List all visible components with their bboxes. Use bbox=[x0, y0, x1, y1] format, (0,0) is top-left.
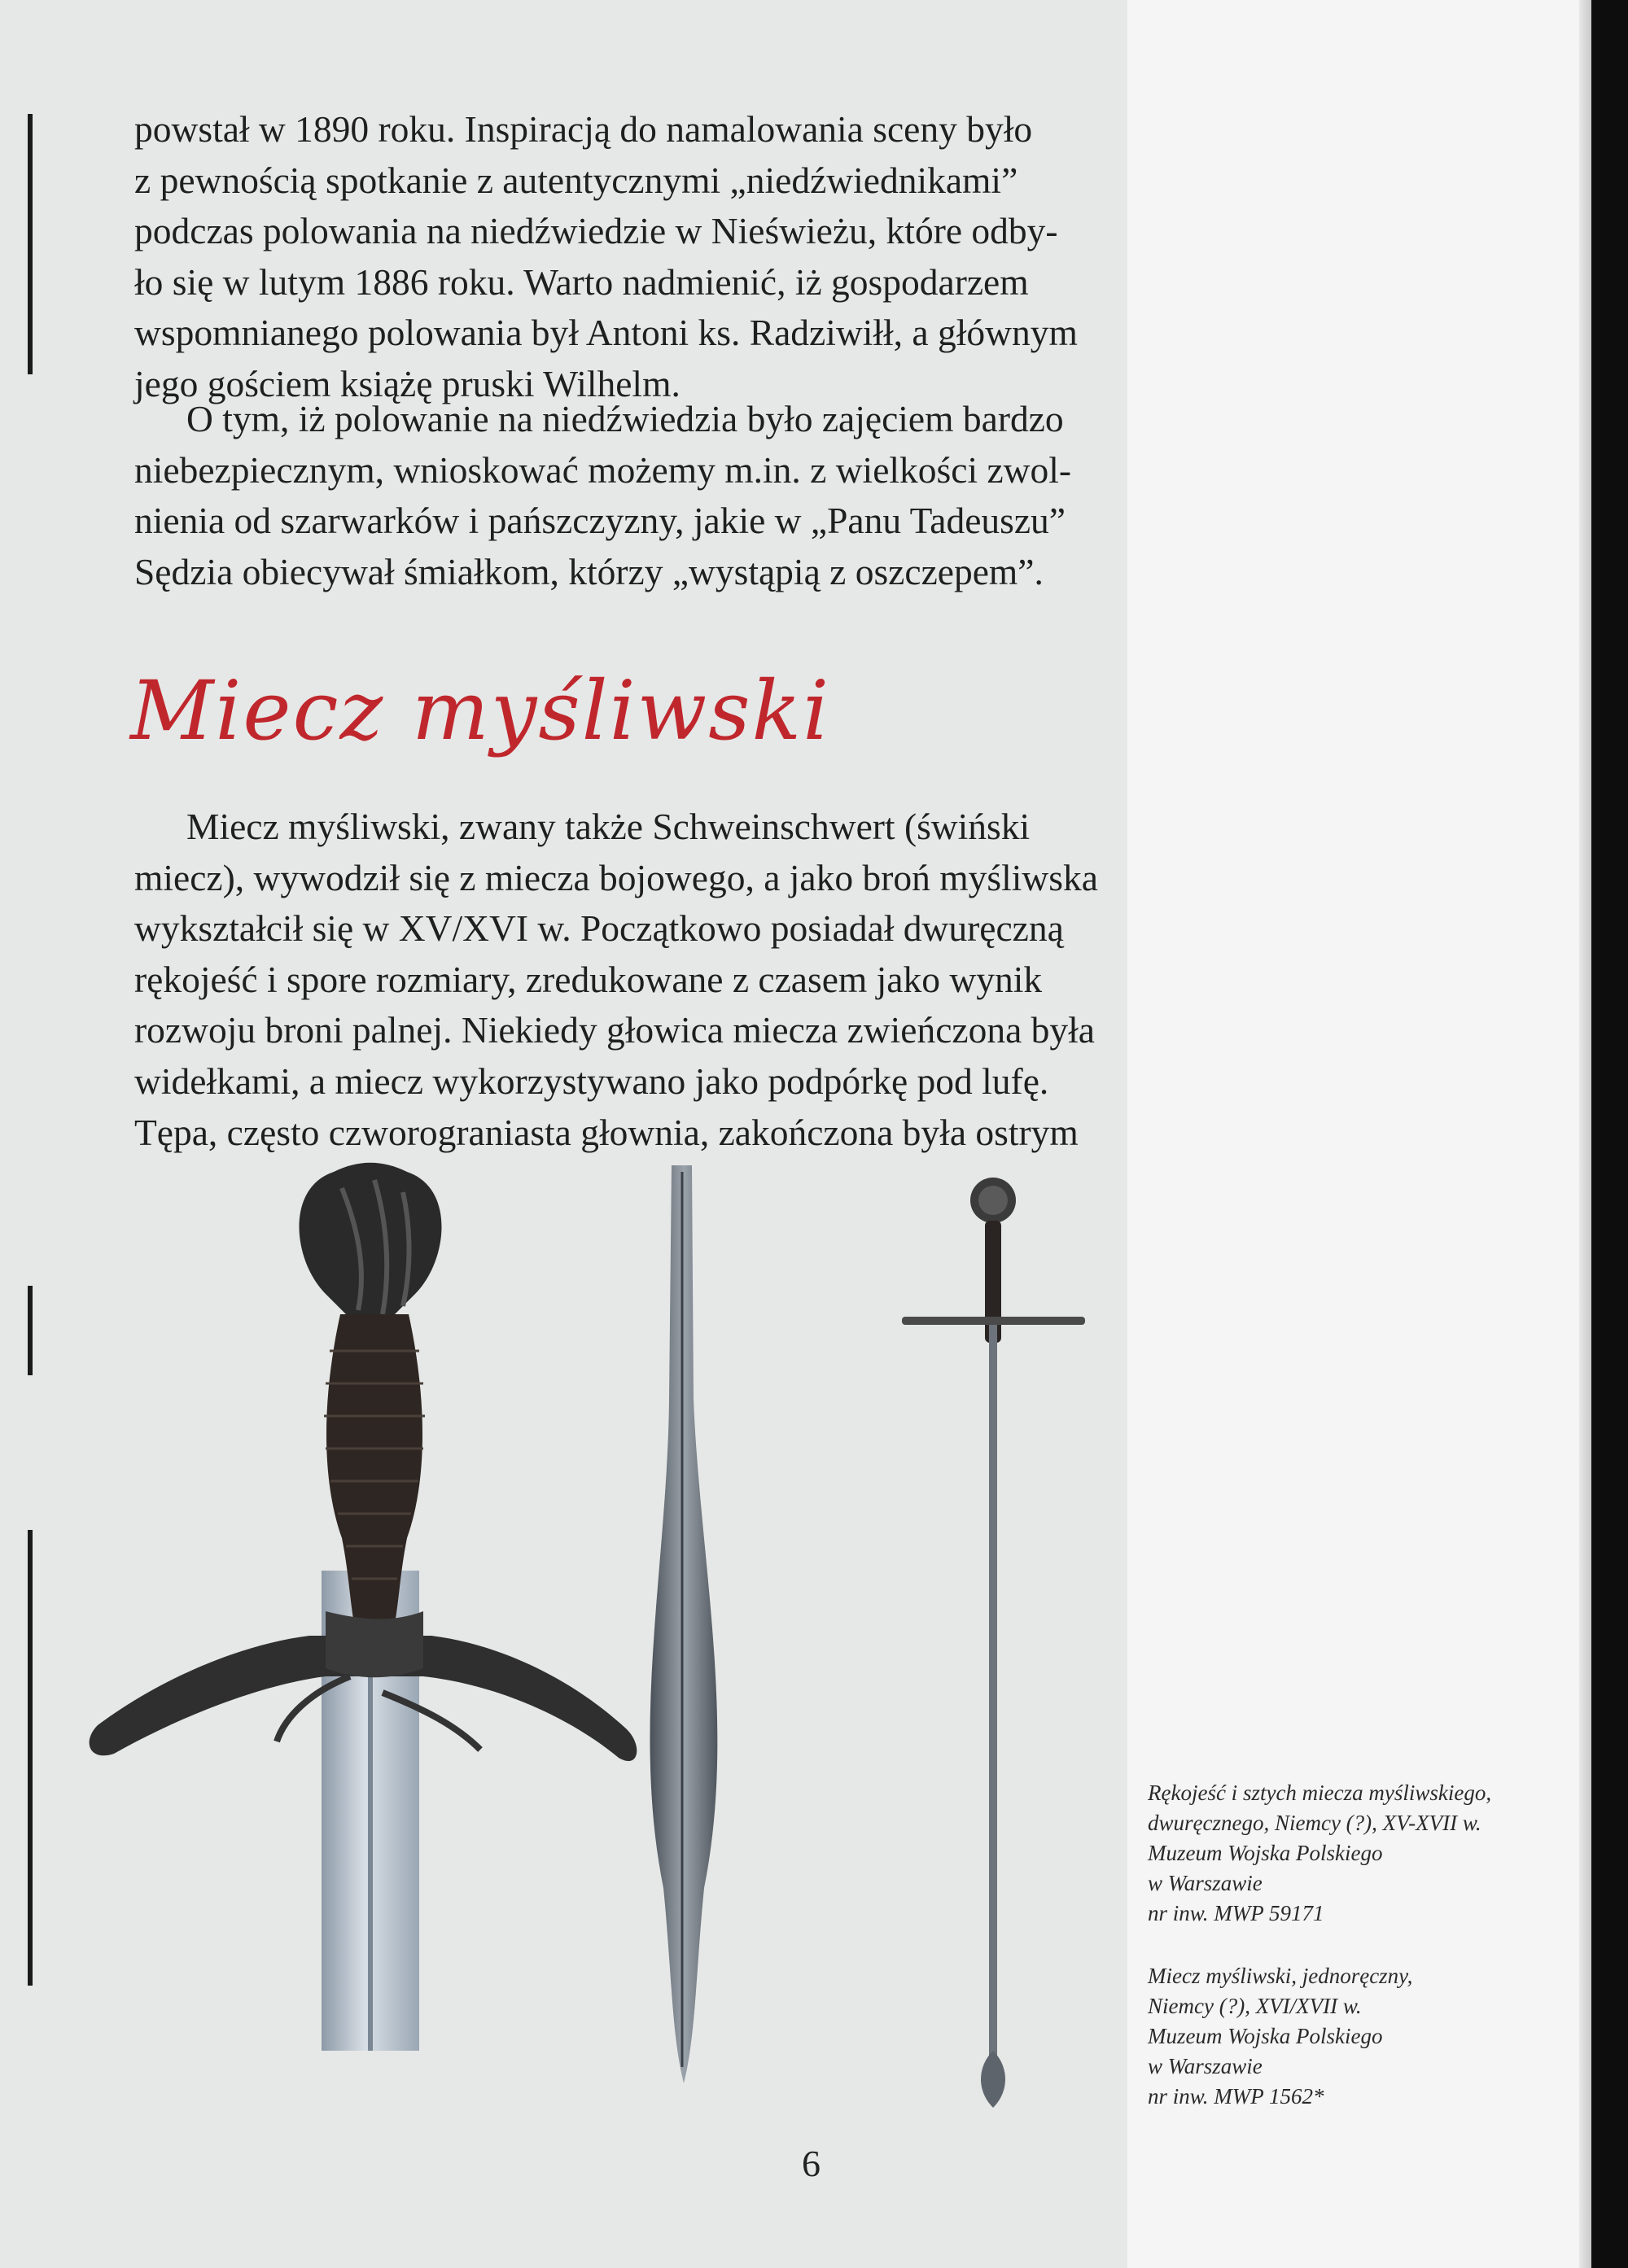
text-line: miecz), wywodził się z miecza bojowego, a jako broń myśliwska bbox=[134, 856, 1098, 898]
caption-line: dwuręcznego, Niemcy (?), XV-XVII w. bbox=[1148, 1811, 1481, 1835]
text-line: rękojeść i spore rozmiary, zredukowane z czasem jako wynik bbox=[134, 958, 1043, 1000]
text-line: O tym, iż polowanie na niedźwiedzia było zajęciem bardzo bbox=[186, 398, 1064, 439]
caption-line: Rękojeść i sztych miecza myśliwskiego, bbox=[1148, 1781, 1492, 1805]
text-line: z pewnością spotkanie z autentycznymi „niedźwiednikami” bbox=[134, 159, 1018, 201]
text-line: powstał w 1890 roku. Inspiracją do namalowania sceny było bbox=[134, 108, 1033, 150]
photo-captions bbox=[1148, 1778, 1571, 2144]
caption-line: Muzeum Wojska Polskiego bbox=[1148, 2024, 1383, 2048]
scan-right-edge bbox=[1591, 0, 1628, 2268]
text-line: Miecz myśliwski, zwany także Schweinschwert (świński bbox=[186, 806, 1031, 847]
paragraph-3 bbox=[134, 802, 1103, 1158]
caption-line: w Warszawie bbox=[1148, 2054, 1263, 2078]
text-line: wykształcił się w XV/XVI w. Początkowo posiadał dwuręczną bbox=[134, 907, 1064, 950]
text-line: ło się w lutym 1886 roku. Warto nadmienić, iż gospodarzem bbox=[134, 260, 1029, 303]
text-line: widełkami, a miecz wykorzystywano jako podpórkę pod lufę. bbox=[134, 1060, 1049, 1102]
sword-hilt-photo bbox=[90, 1163, 637, 2051]
page-gutter bbox=[1579, 0, 1591, 2268]
caption-line: nr inw. MWP 1562* bbox=[1148, 2084, 1324, 2108]
section-heading: Miecz myśliwski bbox=[130, 663, 831, 758]
caption-line: w Warszawie bbox=[1148, 1871, 1263, 1895]
text-line: jego gościem książę pruski Wilhelm. bbox=[134, 362, 681, 404]
caption-line: Niemcy (?), XVI/XVII w. bbox=[1148, 1994, 1362, 2018]
text-line: podczas polowania na niedźwiedzie w Nieświeżu, które odby- bbox=[134, 210, 1058, 252]
text-line: niebezpiecznym, wnioskować możemy m.in. z wielkości zwol- bbox=[134, 448, 1072, 491]
caption-line: Miecz myśliwski, jednoręczny, bbox=[1148, 1964, 1413, 1988]
text-line: Sędzia obiecywał śmiałkom, którzy „wystąpią z oszczepem”. bbox=[134, 550, 1044, 592]
caption-hilt-and-tip bbox=[1148, 1778, 1571, 1929]
caption-full-sword bbox=[1148, 1961, 1571, 2112]
sword-photos bbox=[0, 1156, 1127, 2116]
paragraph-1 bbox=[134, 104, 1103, 410]
caption-line: nr inw. MWP 59171 bbox=[1148, 1901, 1324, 1925]
paragraph-2 bbox=[134, 394, 1103, 597]
text-line: Tępa, często czworograniasta głownia, zakończona była ostrym bbox=[134, 1111, 1079, 1153]
text-line: wspomnianego polowania był Antoni ks. Radziwiłł, a głównym bbox=[134, 312, 1078, 354]
page-number: 6 bbox=[802, 2143, 821, 2184]
text-line: nienia od szarwarków i pańszczyzny, jakie w „Panu Tadeuszu” bbox=[134, 500, 1066, 542]
full-sword-photo bbox=[902, 1178, 1085, 2108]
sword-blade-tip-photo bbox=[650, 1165, 717, 2083]
caption-line: Muzeum Wojska Polskiego bbox=[1148, 1841, 1383, 1865]
text-line: rozwoju broni palnej. Niekiedy głowica miecza zwieńczona była bbox=[134, 1009, 1096, 1051]
margin-mark bbox=[28, 114, 33, 374]
